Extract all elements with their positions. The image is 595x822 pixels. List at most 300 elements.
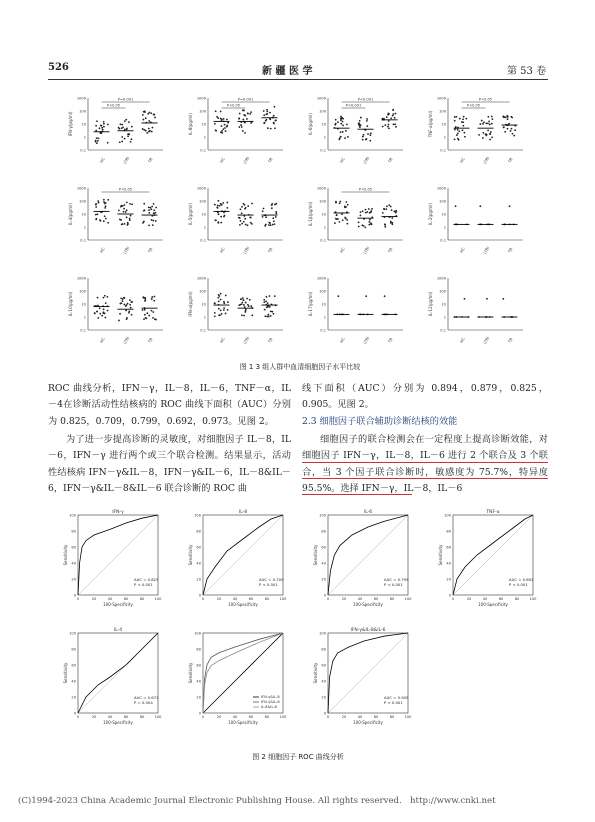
x-axis-label: 100-Specificity [353, 602, 383, 607]
data-point [513, 135, 515, 137]
data-point [345, 218, 347, 220]
data-point [483, 121, 485, 123]
data-point [269, 306, 271, 308]
x-tick-label: 60 [123, 715, 129, 719]
data-point [247, 304, 249, 306]
x-tick-label: 0 [76, 597, 80, 601]
scatter-panel-10 [188, 277, 283, 345]
data-point [481, 120, 483, 122]
copyright-notice [18, 796, 578, 806]
data-point [250, 111, 252, 113]
data-point [266, 113, 268, 115]
significance-label: P<0.05 [478, 97, 493, 102]
data-point [103, 297, 105, 299]
p-value-label: P < 0.001 [134, 582, 153, 587]
data-point [241, 212, 243, 214]
y-tick-label: 60 [196, 545, 201, 550]
x-tick-label: LTBI [122, 155, 131, 165]
data-point [360, 117, 362, 119]
data-point [459, 118, 461, 120]
y-axis-label: Sensitivity [63, 662, 68, 684]
left-paragraph-2: 为了进一步提高诊断的灵敏度，对细胞因子 IL－8，IL－6，IFN－γ 进行两个或三个联合检测。结果显示，活动性结核病 IFN－γ&IL－8，IFN－γ&IL－6，IL－8&IL－6，IFN－γ&IL－8&IL－6 联合诊断的 ROC 曲 [48, 434, 291, 494]
data-point [243, 110, 245, 112]
data-point [250, 222, 252, 224]
figure-2-caption: 图 2 细胞因子 ROC 曲线分析 [252, 753, 344, 761]
data-point [152, 220, 154, 222]
y-tick-label: 40 [446, 561, 451, 566]
significance-label: P=0.001 [117, 97, 134, 102]
journal-name: 新 疆 医 学 [262, 66, 313, 77]
y-tick-label: 40 [321, 561, 326, 566]
data-point [384, 124, 386, 126]
data-point [464, 136, 466, 138]
data-point [125, 305, 127, 307]
data-point [143, 210, 145, 212]
y-tick-label: 1 [203, 315, 206, 320]
data-point [250, 217, 252, 219]
data-point [462, 129, 464, 131]
y-tick-label: 10 [321, 122, 326, 127]
data-point [268, 224, 270, 226]
x-tick-label: HC [98, 156, 106, 164]
data-point [336, 214, 338, 216]
data-point [335, 218, 337, 220]
significance-label: P<0.05 [466, 103, 481, 108]
data-point [226, 119, 228, 121]
data-point [341, 213, 343, 215]
x-tick-label: HC [458, 156, 466, 164]
data-point [214, 123, 216, 125]
x-tick-label: 80 [139, 597, 145, 601]
scatter-panel-7 [308, 187, 403, 255]
data-point [263, 110, 265, 112]
y-axis-label: Sensitivity [313, 544, 318, 566]
y-tick-label: 1000 [76, 276, 86, 281]
data-point [345, 201, 347, 203]
data-point [121, 124, 123, 126]
data-point [268, 316, 270, 318]
data-point [142, 222, 144, 224]
data-point [263, 114, 265, 116]
x-tick-label: 0 [451, 597, 455, 601]
data-point [123, 204, 125, 206]
data-point [340, 136, 342, 138]
x-tick-label: 0 [76, 715, 80, 719]
x-tick-label: HC [458, 246, 466, 254]
data-point [362, 139, 364, 141]
data-point [271, 207, 273, 209]
data-point [121, 302, 123, 304]
x-axis-label: 100-Specificity [228, 720, 258, 725]
data-point [238, 126, 240, 128]
data-point [95, 125, 97, 127]
data-point [346, 124, 348, 126]
data-point [266, 109, 268, 111]
data-point [123, 297, 125, 299]
y-tick-label: 0.1 [80, 328, 86, 333]
x-tick-label: 40 [107, 597, 113, 601]
data-point [242, 299, 244, 301]
y-axis-label: IL-10(pg/ml) [68, 291, 73, 317]
x-tick-label: LTBI [242, 335, 251, 345]
data-point [390, 206, 392, 208]
x-tick-label: HC [338, 156, 346, 164]
y-tick-label: 100 [319, 199, 326, 204]
roc-panel-6 [188, 631, 287, 725]
data-point [241, 206, 243, 208]
y-axis-label: IL-1β(pg/ml) [308, 201, 313, 227]
significance-label: P=0.001 [237, 97, 254, 102]
x-tick-label: HC [218, 246, 226, 254]
data-point [151, 310, 153, 312]
data-point [265, 224, 267, 226]
x-tick-label: LTBI [362, 245, 371, 255]
volume-label: 第 53 卷 [507, 66, 547, 77]
y-tick-label: 0.1 [440, 328, 446, 333]
data-point [387, 114, 389, 116]
data-point [224, 127, 226, 129]
y-tick-label: 1000 [196, 186, 206, 191]
data-point [388, 124, 390, 126]
data-point [395, 210, 397, 212]
data-point [266, 306, 268, 308]
data-point [148, 315, 150, 317]
y-tick-label: 10 [201, 122, 206, 127]
data-point [221, 130, 223, 132]
data-point [126, 209, 128, 211]
data-point [274, 223, 276, 225]
y-tick-label: 100 [319, 513, 326, 518]
data-point [147, 113, 149, 115]
y-tick-label: 10 [321, 302, 326, 307]
data-point [339, 201, 341, 203]
data-point [263, 208, 265, 210]
cnki-url: http://www.cnki.net [410, 796, 496, 806]
data-point [273, 313, 275, 315]
data-point [148, 120, 150, 122]
data-point [104, 207, 106, 209]
data-point [146, 132, 148, 134]
data-point [148, 128, 150, 130]
data-point [275, 216, 277, 218]
roc-panel-7 [313, 627, 412, 725]
data-point [359, 124, 361, 126]
x-tick-label: 20 [216, 597, 222, 601]
data-point [270, 315, 272, 317]
data-point [238, 217, 240, 219]
data-point [358, 226, 360, 228]
y-tick-label: 20 [446, 577, 451, 582]
y-tick-label: 60 [196, 663, 201, 668]
data-point [360, 215, 362, 217]
data-point [485, 135, 487, 137]
y-tick-label: 80 [196, 529, 201, 534]
x-axis-label: 100-Specificity [103, 602, 133, 607]
data-point [274, 295, 276, 297]
roc-panel-3 [313, 509, 412, 607]
data-point [226, 207, 228, 209]
data-point [265, 300, 267, 302]
data-point [244, 208, 246, 210]
data-point [359, 126, 361, 128]
data-point [335, 119, 337, 121]
data-point [384, 224, 386, 226]
scatter-panel-12 [428, 277, 523, 345]
x-tick-label: HC [218, 336, 226, 344]
data-point [118, 127, 120, 129]
y-tick-label: 100 [439, 289, 446, 294]
y-tick-label: 1000 [316, 186, 326, 191]
data-point [125, 119, 127, 121]
significance-label: P<0.05 [226, 103, 241, 108]
panel-title: IL-4 [113, 628, 123, 633]
data-point [240, 124, 242, 126]
data-point [263, 122, 265, 124]
data-point [514, 129, 516, 131]
significance-label: P<0.001 [357, 97, 374, 102]
data-point [155, 207, 157, 209]
scatter-panel-5 [68, 187, 163, 255]
data-point [362, 136, 364, 138]
x-tick-label: 60 [248, 715, 254, 719]
data-point [365, 295, 367, 297]
data-point [247, 205, 249, 207]
data-point [358, 123, 360, 125]
data-point [219, 205, 221, 207]
data-point [345, 130, 347, 132]
y-axis-label: IL-8(pg/ml) [188, 113, 193, 135]
y-tick-label: 60 [446, 545, 451, 550]
data-point [274, 204, 276, 206]
data-point [119, 141, 121, 143]
x-tick-label: TB [506, 246, 514, 254]
data-point [266, 316, 268, 318]
data-point [382, 126, 384, 128]
data-point [243, 315, 245, 317]
data-point [241, 314, 243, 316]
data-point [362, 210, 364, 212]
x-axis-label: 100-Specificity [353, 720, 383, 725]
data-point [274, 106, 276, 108]
roc-panel-1 [63, 509, 162, 607]
y-tick-label: 0.1 [200, 238, 206, 243]
data-point [512, 133, 514, 135]
y-axis-label: IL-6(pg/ml) [308, 113, 313, 135]
y-tick-label: 100 [199, 289, 206, 294]
y-tick-label: 0.1 [80, 238, 86, 243]
significance-label: P<0.05 [106, 103, 121, 108]
data-point [242, 130, 244, 132]
figure-1-scatter-grid [60, 90, 540, 360]
data-point [124, 120, 126, 122]
x-tick-label: 40 [107, 715, 113, 719]
y-tick-label: 1 [323, 225, 326, 230]
y-tick-label: 1 [323, 135, 326, 140]
y-tick-label: 10 [81, 212, 86, 217]
y-tick-label: 1000 [436, 276, 446, 281]
x-tick-label: 80 [264, 715, 270, 719]
data-point [262, 210, 264, 212]
data-point [491, 123, 493, 125]
copyright-text: (C)1994-2023 China Academic Journal Electronic Publishing House. All rights reserved. [18, 796, 402, 806]
data-point [127, 135, 129, 137]
data-point [149, 112, 151, 114]
y-tick-label: 100 [199, 199, 206, 204]
data-point [126, 317, 128, 319]
x-tick-label: TB [146, 246, 154, 254]
data-point [131, 203, 133, 205]
y-tick-label: 10 [201, 212, 206, 217]
data-point [217, 205, 219, 207]
data-point [249, 113, 251, 115]
panel-title: IFN-γ [112, 510, 124, 515]
p-value-label: P < 0.001 [384, 582, 403, 587]
data-point [151, 296, 153, 298]
auc-label: AUC = 0.692 [509, 577, 534, 582]
roc-panel-2 [188, 509, 287, 607]
data-point [359, 120, 361, 122]
x-tick-label: 0 [201, 597, 205, 601]
data-point [95, 206, 97, 208]
data-point [394, 123, 396, 125]
scatter-panel-3 [308, 97, 403, 165]
data-point [387, 126, 389, 128]
data-point [122, 300, 124, 302]
data-point [369, 219, 371, 221]
data-point [240, 220, 242, 222]
data-point [96, 142, 98, 144]
data-point [458, 130, 460, 132]
data-point [144, 314, 146, 316]
data-point [382, 212, 384, 214]
y-tick-label: 1000 [436, 96, 446, 101]
data-point [96, 213, 98, 215]
auc-label: AUC = 0.905 [384, 695, 409, 700]
p-value-label: P = 0.004 [134, 700, 153, 705]
data-point [367, 133, 369, 135]
y-tick-label: 20 [71, 695, 76, 700]
x-tick-label: 0 [326, 715, 330, 719]
data-point [151, 206, 153, 208]
x-tick-label: 100 [279, 597, 287, 601]
data-point [121, 127, 123, 129]
data-point [242, 119, 244, 121]
data-point [509, 205, 511, 207]
data-point [145, 317, 147, 319]
data-point [272, 217, 274, 219]
data-point [392, 109, 394, 111]
x-tick-label: TB [506, 156, 514, 164]
y-axis-label: TNF-α(pg/ml) [428, 110, 433, 138]
data-point [107, 142, 109, 144]
data-point [223, 307, 225, 309]
x-tick-label: 40 [232, 715, 238, 719]
data-point [215, 219, 217, 221]
data-point [119, 313, 121, 315]
data-point [392, 115, 394, 117]
y-tick-label: 80 [446, 529, 451, 534]
x-tick-label: TB [386, 336, 394, 344]
right-paragraph-2: 细胞因子的联合检测会在一定程度上提高诊断效能，对细胞因子 IFN－γ，IL－8，IL－6 进行 2 个联合及 3 个联合，当 3 个因子联合诊断时，敏感度为 75.7%，特异度 95.5%。选择 IFN－γ，IL－8，IL－6 [302, 434, 548, 494]
data-point [488, 120, 490, 122]
legend-label: IFN-γ&IL-8 [261, 695, 280, 699]
data-point [239, 304, 241, 306]
data-point [221, 204, 223, 206]
data-point [393, 123, 395, 125]
data-point [250, 122, 252, 124]
data-point [95, 218, 97, 220]
data-point [103, 220, 105, 222]
data-point [142, 309, 144, 311]
data-point [99, 313, 101, 315]
data-point [269, 112, 271, 114]
p-value-label: P < 0.001 [509, 582, 528, 587]
data-point [144, 297, 146, 299]
data-point [244, 132, 246, 134]
data-point [391, 209, 393, 211]
data-point [142, 296, 144, 298]
data-point [218, 295, 220, 297]
y-axis-label: IL-12(pg/ml) [428, 291, 433, 317]
data-point [142, 128, 144, 130]
x-tick-label: 100 [279, 715, 287, 719]
data-point [455, 116, 457, 118]
data-point [218, 213, 220, 215]
data-point [118, 209, 120, 211]
data-point [243, 304, 245, 306]
data-point [220, 222, 222, 224]
data-point [241, 223, 243, 225]
data-point [490, 131, 492, 133]
data-point [485, 122, 487, 124]
y-axis-label: Sensitivity [63, 544, 68, 566]
data-point [145, 130, 147, 132]
scatter-panel-9 [68, 277, 163, 345]
data-point [103, 308, 105, 310]
roc-panel-5 [63, 627, 162, 725]
auc-label: AUC = 0.799 [384, 577, 409, 582]
data-point [124, 138, 126, 140]
data-point [335, 123, 337, 125]
data-point [342, 118, 344, 120]
data-point [365, 209, 367, 211]
x-tick-label: LTBI [122, 335, 131, 345]
data-point [151, 131, 153, 133]
x-tick-label: 0 [201, 715, 205, 719]
data-point [510, 116, 512, 118]
data-point [220, 293, 222, 295]
data-point [247, 224, 249, 226]
y-tick-label: 10 [441, 122, 446, 127]
y-tick-label: 0 [198, 593, 201, 598]
data-point [340, 116, 342, 118]
data-point [130, 301, 132, 303]
data-point [347, 204, 349, 206]
data-point [131, 138, 133, 140]
data-point [269, 222, 271, 224]
data-point [271, 203, 273, 205]
data-point [364, 227, 366, 229]
data-point [131, 314, 133, 316]
y-tick-label: 0 [73, 711, 76, 716]
data-point [97, 317, 99, 319]
data-point [262, 216, 264, 218]
x-tick-label: 100 [529, 597, 537, 601]
data-point [457, 129, 459, 131]
data-point [395, 126, 397, 128]
data-point [366, 118, 368, 120]
data-point [128, 133, 130, 135]
